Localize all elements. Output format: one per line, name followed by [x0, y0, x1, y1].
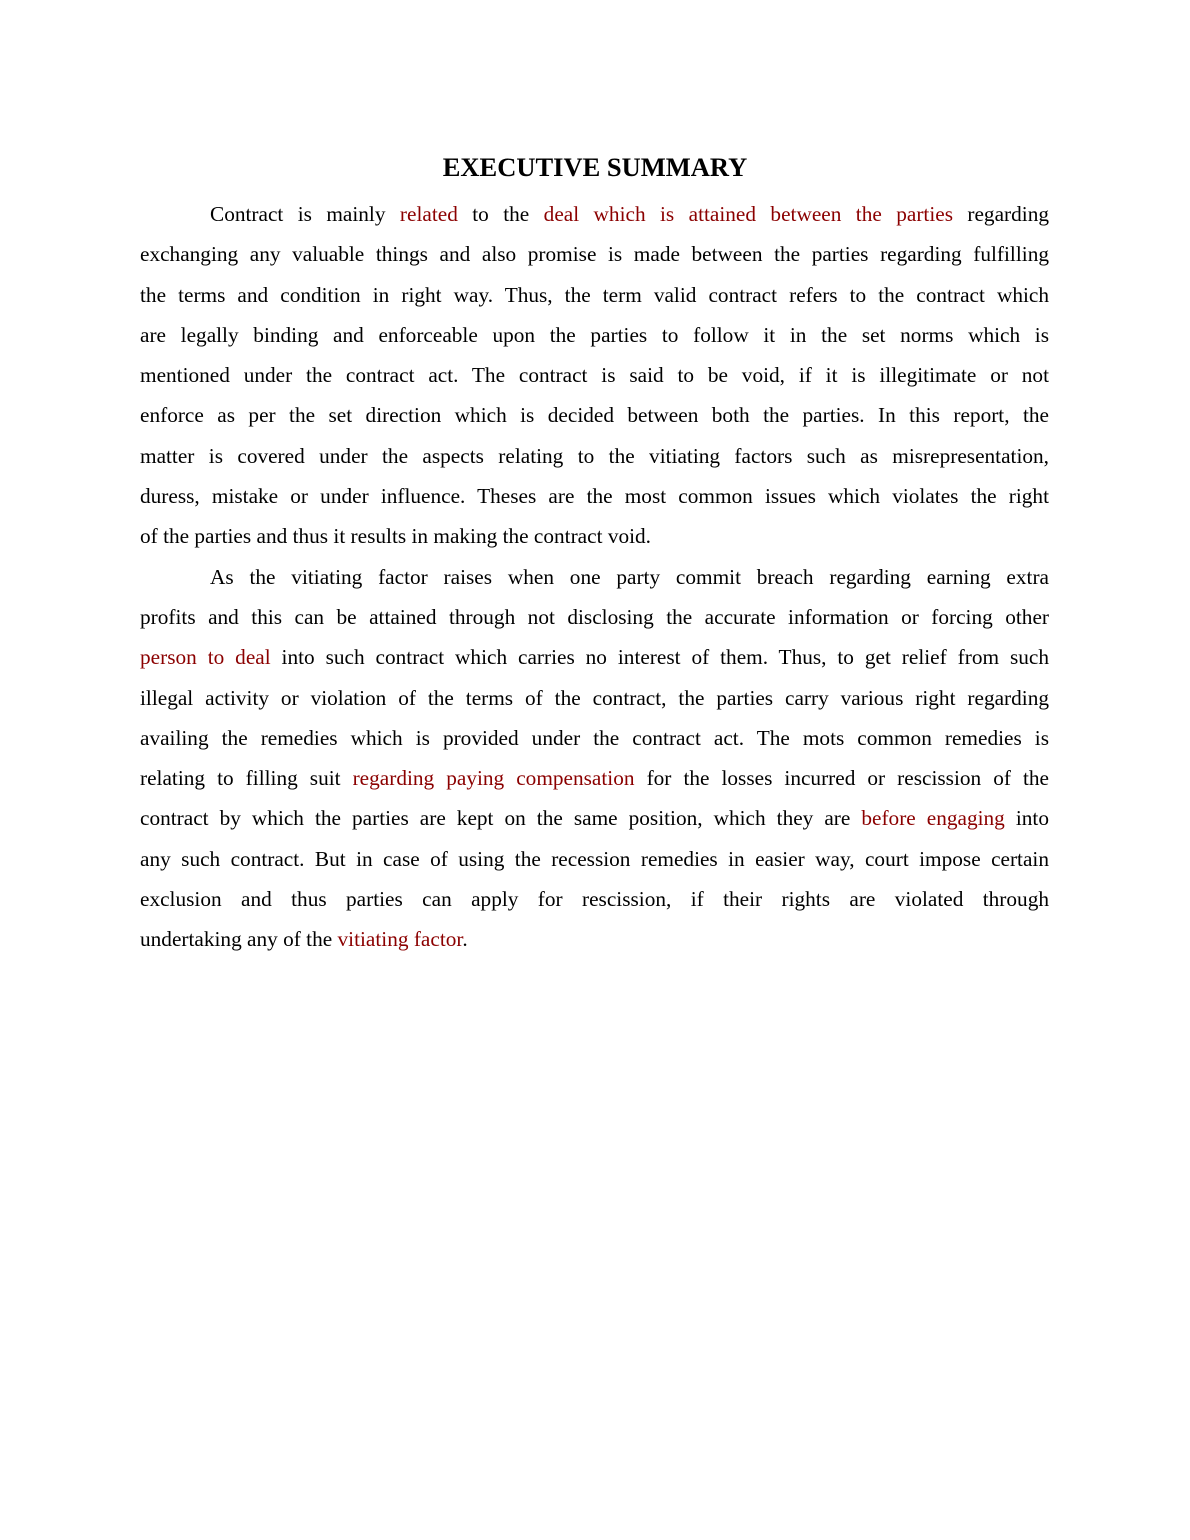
highlighted-phrase: regarding paying compensation — [352, 766, 635, 791]
text-segment: of the parties and thus it results in making the contract void. — [140, 524, 652, 549]
highlighted-phrase: person to deal — [140, 645, 271, 670]
highlighted-phrase: before engaging — [861, 806, 1005, 831]
text-segment: illegal activity or violation of the terms of the contract, the parties carry various right regarding — [140, 685, 1049, 710]
text-line — [140, 436, 1049, 476]
paragraph — [140, 194, 1049, 557]
highlighted-phrase: related — [399, 202, 458, 226]
text-segment: for the losses incurred or rescission of the — [634, 766, 1050, 791]
text-segment: are legally binding and enforceable upon the parties to follow it in the set norms which is — [140, 322, 1049, 347]
text-line — [140, 355, 1049, 395]
text-segment: matter is covered under the aspects relating to the vitiating factors such as misrepresentation, — [140, 443, 1049, 468]
paragraph — [140, 557, 1049, 960]
highlighted-phrase: deal which is attained between the parties — [543, 202, 953, 226]
text-line — [140, 758, 1049, 798]
text-segment: As the vitiating factor raises when one party commit breach regarding earning extra — [210, 564, 1049, 589]
text-segment: undertaking any of the — [140, 927, 338, 952]
text-line — [140, 678, 1049, 718]
document-body — [140, 194, 1049, 960]
text-segment: duress, mistake or under influence. Theses are the most common issues which violates the right — [140, 484, 1049, 509]
text-segment: availing the remedies which is provided under the contract act. The mots common remedies is — [140, 725, 1049, 750]
text-line — [140, 879, 1049, 919]
text-segment: profits and this can be attained through not disclosing the accurate information or forcing other — [140, 604, 1049, 629]
page-title: EXECUTIVE SUMMARY — [442, 152, 748, 182]
text-segment: contract by which the parties are kept on the same position, which they are — [140, 806, 862, 831]
text-line — [140, 798, 1049, 838]
text-segment: mentioned under the contract act. The contract is said to be void, if it is illegitimate or not — [140, 363, 1049, 388]
text-line — [140, 718, 1049, 758]
text-line — [140, 234, 1049, 274]
text-segment: into such contract which carries no interest of them. Thus, to get relief from such — [270, 645, 1049, 670]
text-segment: regarding — [952, 202, 1049, 226]
text-line — [140, 275, 1049, 315]
text-line — [140, 919, 1049, 959]
text-line — [140, 476, 1049, 516]
text-segment: . — [462, 927, 468, 952]
text-segment: Contract is mainly — [210, 202, 400, 226]
text-segment: the terms and condition in right way. Thus, the term valid contract refers to the contract which — [140, 282, 1049, 307]
text-line — [140, 839, 1049, 879]
text-line — [140, 637, 1049, 677]
text-segment: relating to filling suit — [140, 766, 353, 791]
text-line — [140, 315, 1049, 355]
text-line — [140, 557, 1049, 597]
text-line — [140, 395, 1049, 435]
text-segment: into — [1004, 806, 1049, 831]
highlighted-phrase: vitiating factor — [337, 927, 463, 952]
text-segment: exchanging any valuable things and also promise is made between the parties regarding fulfilling — [140, 242, 1049, 267]
text-segment: enforce as per the set direction which is decided between both the parties. In this report, the — [140, 403, 1049, 428]
text-line — [140, 597, 1049, 637]
text-segment: exclusion and thus parties can apply for rescission, if their rights are violated through — [140, 887, 1049, 912]
text-segment: to the — [457, 202, 544, 226]
text-line — [140, 516, 1049, 556]
text-line — [140, 194, 1049, 234]
text-segment: any such contract. But in case of using the recession remedies in easier way, court impose certain — [140, 846, 1049, 871]
